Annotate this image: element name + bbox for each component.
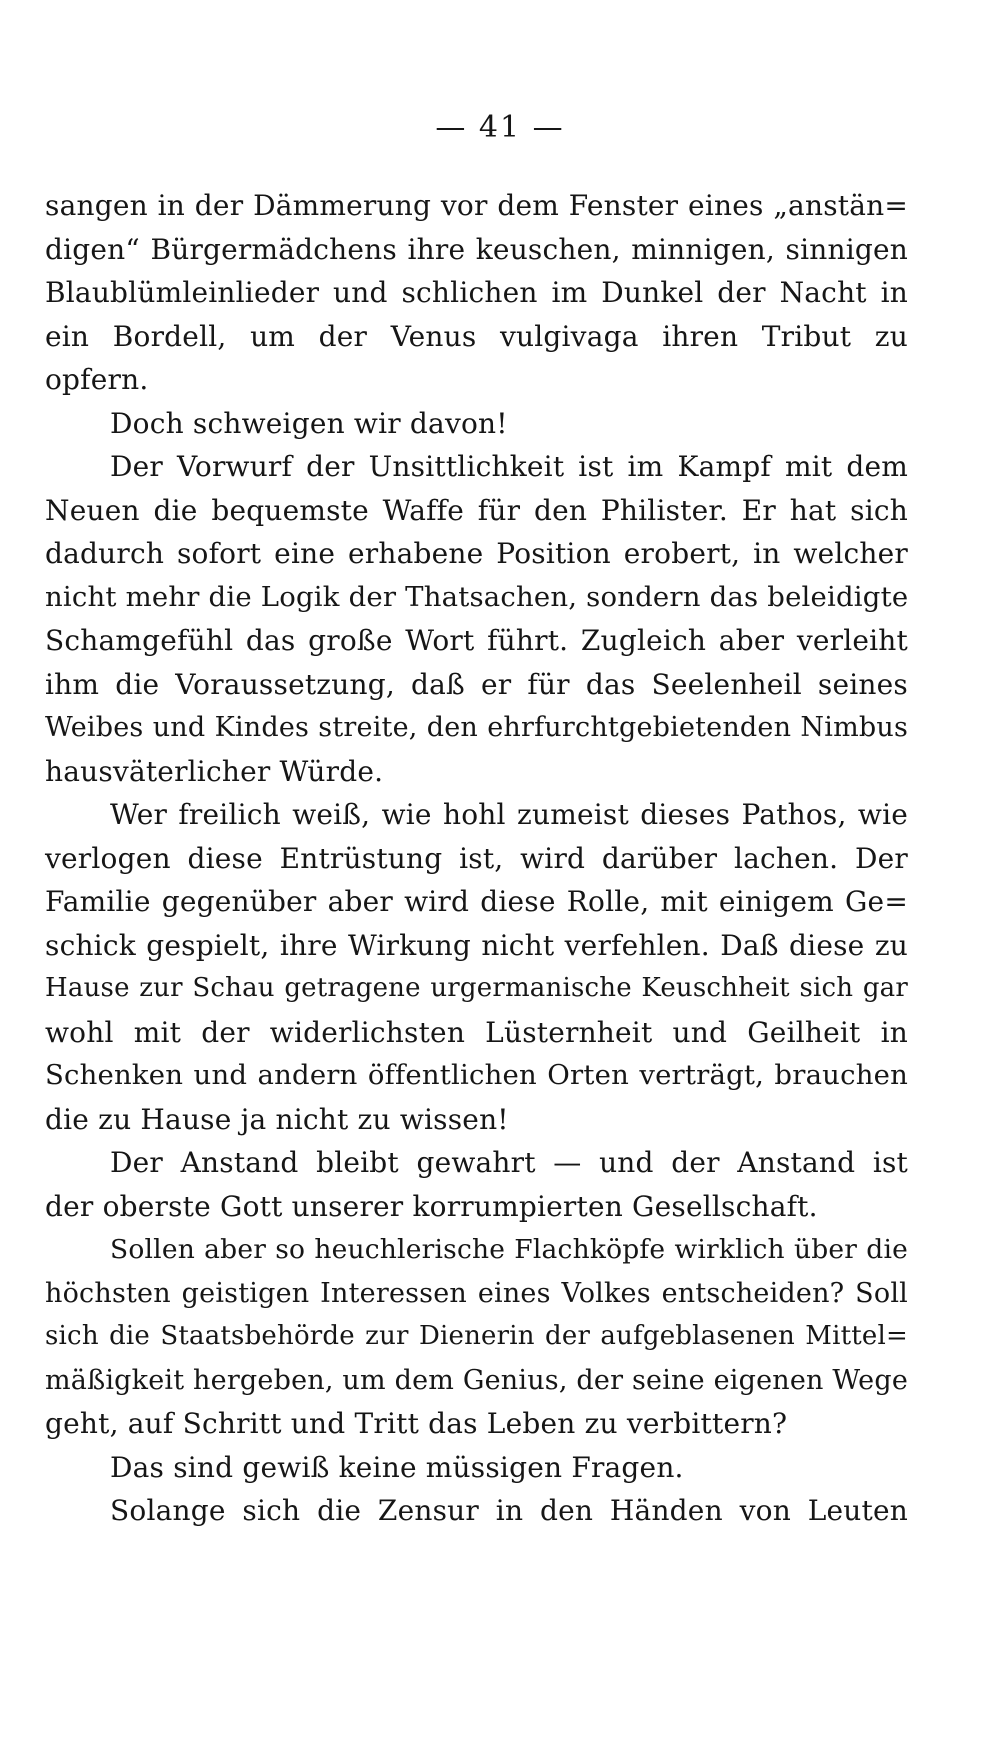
text-line: Wer freilich weiß, wie hohl zumeist dieses Pathos, wie: [110, 798, 908, 831]
text-line: sangen in der Dämmerung vor dem Fenster eines „anstän=: [45, 189, 908, 222]
text-line: dadurch sofort eine erhabene Position erobert, in welcher: [45, 537, 908, 570]
text-line: verlogen diese Entrüstung ist, wird darüber lachen. Der: [45, 841, 908, 875]
text-line: Schenken und andern öffentlichen Orten verträgt, brauchen: [45, 1059, 908, 1091]
text-line: Schamgefühl das große Wort führt. Zugleich aber verleiht: [45, 624, 908, 657]
text-line: Familie gegenüber aber wird diese Rolle, mit einigem Ge=: [45, 885, 908, 918]
text-line: geht, auf Schritt und Tritt das Leben zu verbittern?: [45, 1407, 788, 1440]
text-line: hausväterlicher Würde.: [45, 754, 384, 788]
text-line: höchsten geistigen Interessen eines Volkes entscheiden? Soll: [45, 1277, 908, 1309]
text-line: digen“ Bürgermädchens ihre keuschen, minnigen, sinnigen: [45, 232, 908, 266]
text-line: opfern.: [45, 363, 149, 396]
text-line: ein Bordell, um der Venus vulgivaga ihren Tribut zu: [45, 319, 908, 353]
text-line: Solange sich die Zensur in den Händen von Leuten: [110, 1494, 908, 1527]
text-line: schick gespielt, ihre Wirkung nicht verfehlen. Daß diese zu: [45, 928, 908, 962]
text-line: Sollen aber so heuchlerische Flachköpfe wirklich über die: [110, 1234, 908, 1265]
text-line: Neuen die bequemste Waffe für den Philister. Er hat sich: [45, 493, 908, 527]
text-line: die zu Hause ja nicht zu wissen!: [45, 1102, 509, 1136]
text-line: Der Anstand bleibt gewahrt — und der Anstand ist: [110, 1146, 908, 1179]
page-number: — 41 —: [435, 110, 565, 145]
text-line: Doch schweigen wir davon!: [110, 406, 508, 440]
text-line: Blaublümleinlieder und schlichen im Dunkel der Nacht in: [45, 276, 908, 309]
text-line: Das sind gewiß keine müssigen Fragen.: [110, 1450, 684, 1484]
body-text: [45, 184, 908, 1533]
text-line: mäßigkeit hergeben, um dem Genius, der seine eigenen Wege: [45, 1364, 908, 1396]
text-line: sich die Staatsbehörde zur Dienerin der aufgeblasenen Mittel=: [45, 1321, 908, 1351]
text-line: Hause zur Schau getragene urgermanische Keuschheit sich gar: [45, 973, 908, 1003]
text-line: ihm die Voraussetzung, daß er für das Seelenheil seines: [45, 667, 908, 701]
text-line: der oberste Gott unserer korrumpierten Gesellschaft.: [45, 1189, 818, 1223]
text-line: Der Vorwurf der Unsittlichkeit ist im Kampf mit dem: [110, 450, 908, 483]
text-line: wohl mit der widerlichsten Lüsternheit und Geilheit in: [45, 1015, 908, 1049]
text-line: nicht mehr die Logik der Thatsachen, sondern das beleidigte: [45, 580, 909, 613]
text-line: Weibes und Kindes streite, den ehrfurchtgebietenden Nimbus: [45, 712, 908, 743]
